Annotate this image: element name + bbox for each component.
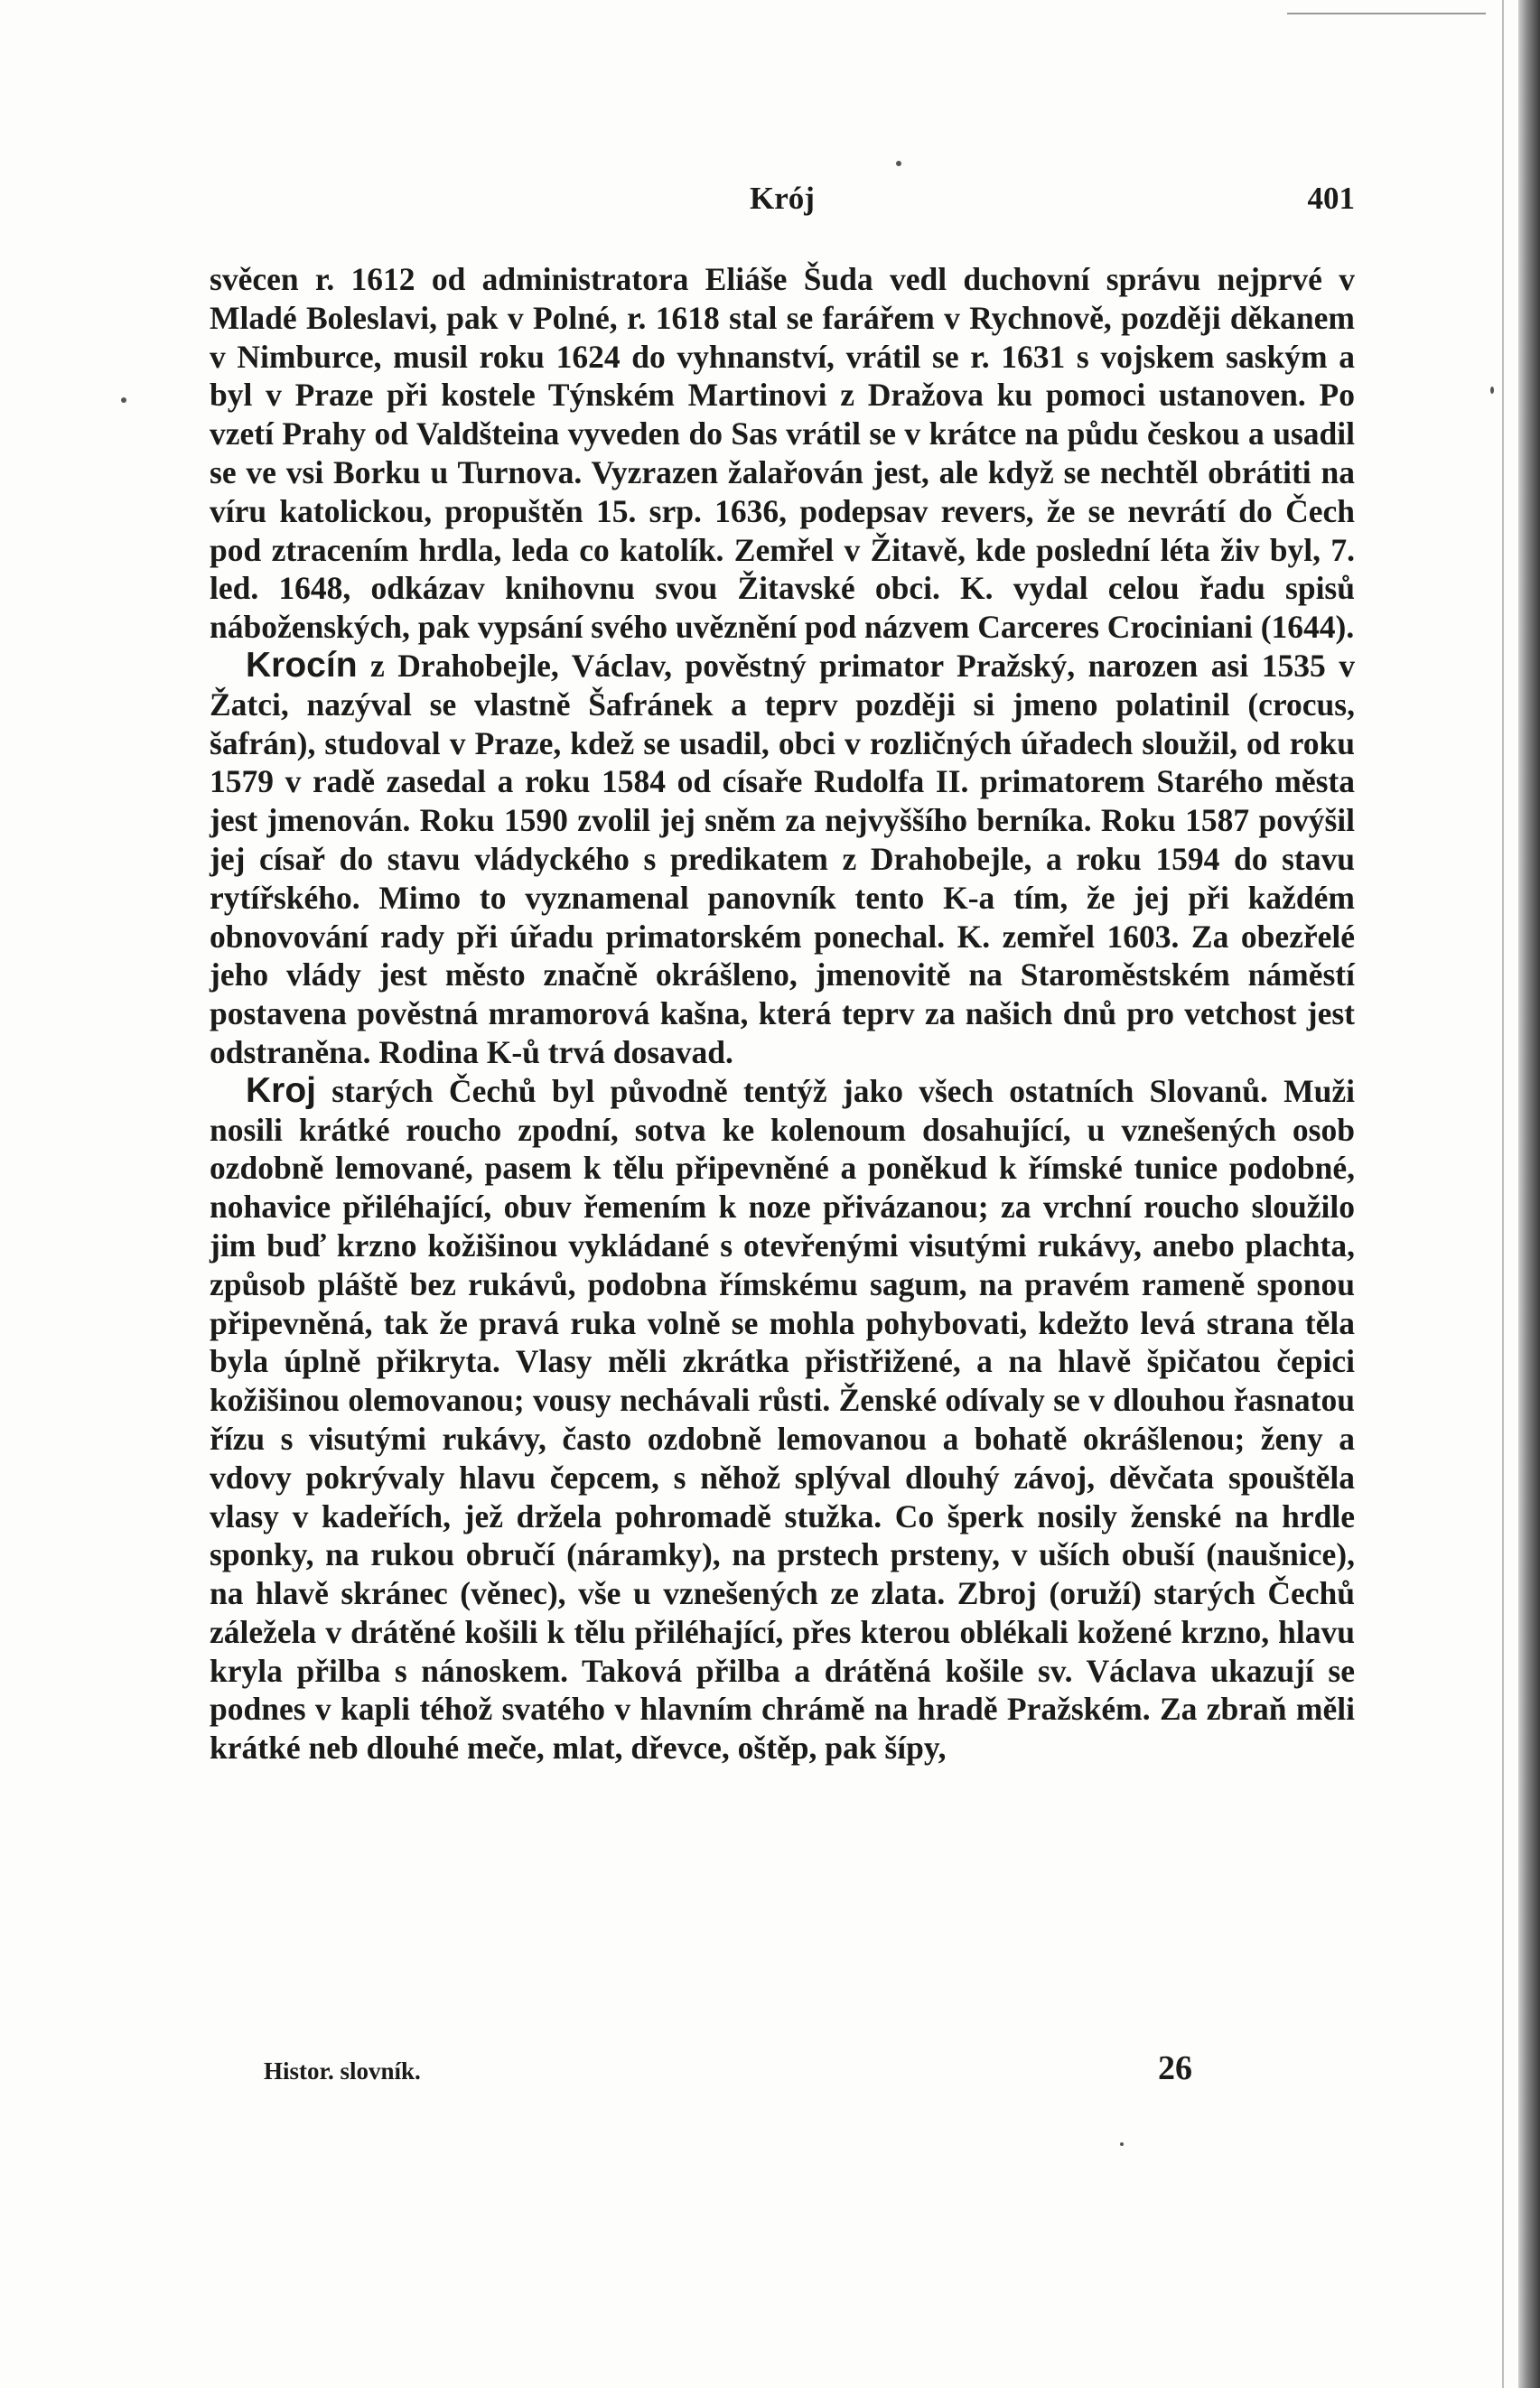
paragraph-text: svěcen r. 1612 od administratora Eliáše Šuda vedl duchovní správu nejprvé v Mladé Boleslavi, pak v Polné, r. 1618 stal se farářem v Rychnově, později děkanem v Nimburce, musil roku 1624 do vyhnanství, vrátil se r. 1631 s vojskem saským a byl v Praze při kostele Týnském Martinovi z Dražova ku pomoci ustanoven. Po vzetí Prahy od Valdšteina vyveden do Sas vrátil se v krátce na půdu českou a usadil se ve vsi Borku u Turnova. Vyzrazen žalařován jest, ale když se nechtěl obrátiti na víru katolickou, propuštěn 15. srp. 1636, podepsav revers, že se nevrátí do Čech pod ztracením hrdla, leda co katolík. Zemřel v Žitavě, kde poslední léta živ byl, 7. led. 1648, odkázav knihovnu svou Žitavské obci. K. vydal celou řadu spisů náboženských, pak vypsání svého uvěznění pod názvem Carceres Crociniani (1644). (210, 261, 1355, 646)
page-edge-shadow (1518, 0, 1540, 2388)
scan-speck (121, 397, 126, 403)
scan-speck (896, 161, 901, 166)
entry-text: starých Čechů byl původně tentýž jako všech ostatních Slovanů. Muži nosili krátké roucho zpodní, sotva ke kolenoum dosahující, u vznešených osob ozdobně lemované, pasem k tělu připevněné a poněkud k římské tunice podobné, nohavice přiléhající, obuv řemením k noze přivázanou; za vrchní roucho sloužilo jim buď krzno kožišinou vykládané s otevřenými visutými rukávy, anebo plachta, způsob pláště bez rukávů, podobna římskému sagum, na pravém rameně sponou připevněná, tak že pravá ruka volně se mohla pohybovati, kdežto levá strana těla byla úplně přikryta. Vlasy měli zkrátka přistřižené, a na hlavě špičatou čepici kožišinou olemovanou; vousy nechávali růsti. Ženské odívaly se v dlouhou řasnatou řízu s visutými rukávy, často ozdobně lemovanou a bohatě okrášlenou; ženy a vdovy pokrývaly hlavu čepcem, s něhož splýval dlouhý závoj, děvčata spouštěla vlasy v kadeřích, jež držela pohromadě stužka. Co šperk nosily ženské na hrdle sponky, na rukou obručí (náramky), na prstech prsteny, v uších obuší (naušnice), na hlavě skránec (věnec), vše u vznešených ze zlata. Zbroj (oruží) starých Čechů záležela v drátěné košili k tělu přiléhající, přes kterou oblékali kožené krzno, hlavu kryla přilba s nánoskem. Taková přilba a drátěná košile sv. Václava ukazují se podnes v kapli téhož svatého v hlavním chrámě na hradě Pražském. Za zbraň měli krátké neb dlouhé meče, mlat, dřevce, oštěp, pak šípy, (210, 1072, 1355, 1767)
signature-mark: Histor. slovník. (264, 2057, 421, 2085)
scan-speck (1490, 387, 1494, 394)
entry-headword: Kroj (246, 1070, 316, 1110)
running-header (210, 181, 1355, 222)
body-text (210, 260, 1355, 1768)
scan-speck (1120, 2142, 1124, 2146)
page-edge-line (1502, 0, 1504, 2388)
paragraph-continuation (210, 260, 1355, 647)
scan-mark (1287, 13, 1486, 14)
entry-kroj (210, 1072, 1355, 1768)
page-number: 401 (1307, 181, 1355, 216)
page-footer (264, 2048, 1241, 2094)
entry-headword: Krocín (246, 645, 358, 685)
entry-text: z Drahobejle, Václav, pověstný primator Pražský, narozen asi 1535 v Žatci, nazýval se vlastně Šafránek a teprv později si jmeno polatinil (crocus, šafrán), studoval v Praze, kdež se usadil, obci v rozličných úřadech sloužil, od roku 1579 v radě zasedal a roku 1584 od císaře Rudolfa II. primatorem Starého města jest jmenován. Roku 1590 zvolil jej sněm za nejvyššího berníka. Roku 1587 povýšil jej císař do stavu vládyckého s predikatem z Drahobejle, a roku 1594 do stavu rytířského. Mimo to vyznamenal panovník tento K-a tím, že jej při každém obnovování rady při úřadu primatorském ponechal. K. zemřel 1603. Za obezřelé jeho vlády jest město značně okrášleno, jmenovitě na Staroměstském náměstí postavena pověstná mramorová kašna, která teprv za našich dnů pro vetchost jest odstraněna. Rodina K-ů trvá dosavad. (210, 647, 1355, 1070)
sheet-number: 26 (1158, 2049, 1192, 2087)
running-title: Krój (750, 181, 815, 216)
entry-krocin (210, 647, 1355, 1072)
